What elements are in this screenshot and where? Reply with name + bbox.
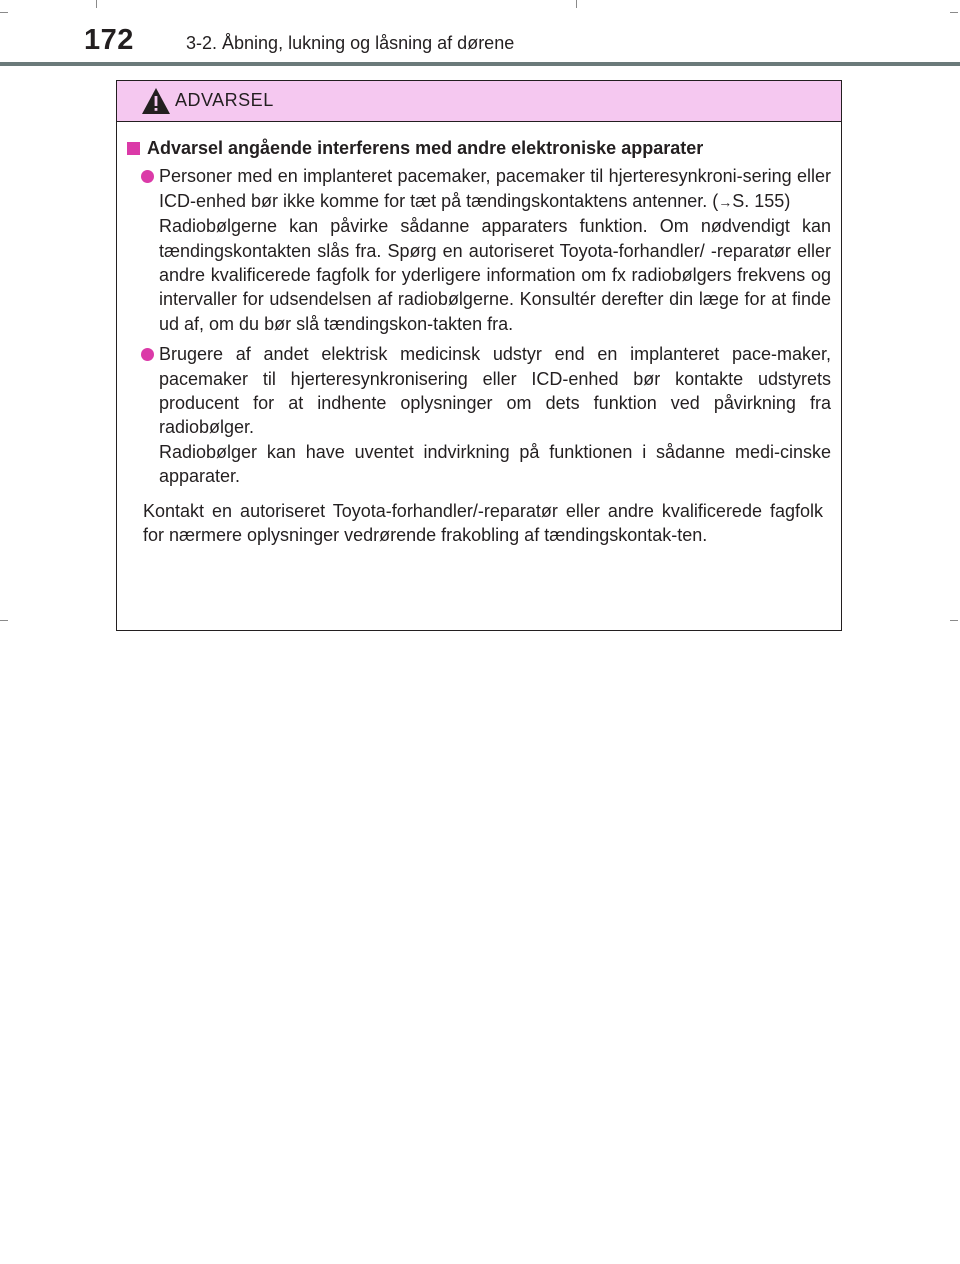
list-item (127, 164, 831, 336)
crop-mark (96, 0, 97, 8)
warning-triangle-icon (141, 87, 171, 115)
warning-body (117, 122, 841, 548)
square-bullet-icon (127, 142, 140, 155)
item-paragraph (159, 164, 831, 214)
item-paragraph: Radiobølgerne kan påvirke sådanne apparaters funktion. Om nødvendigt kan tændingskontakten slås fra. Spørg en autoriseret Toyota-forhandler/ -reparatør eller andre kvalificerede fagfolk for yderligere information om fx radiobølgers frekvens og intervaller for udsendelsen af radiobølgerne. Konsultér derefter din læge for at finde ud af, om du bør slå tændingskon-takten fra. (159, 216, 831, 334)
round-bullet-icon (141, 348, 154, 361)
warning-label: ADVARSEL (175, 90, 274, 110)
crop-mark (0, 620, 8, 621)
page-reference: S. 155) (732, 190, 791, 211)
arrow-icon: → (718, 193, 733, 210)
item-paragraph: Brugere af andet elektrisk medicinsk udstyr end en implanteret pace-maker, pacemaker til hjerteresynkronisering eller ICD-enhed bør kontakte udstyrets producent for at indhente oplysninger om dets funktion ved påvirkning fra radiobølger. (159, 344, 831, 438)
crop-mark (950, 620, 958, 621)
warning-header (117, 81, 841, 122)
warning-note (127, 499, 831, 548)
crop-mark (576, 0, 577, 8)
subheading-text: Advarsel angående interferens med andre elektroniske apparater (147, 138, 704, 158)
page-number: 172 (84, 24, 134, 56)
warning-subheading (127, 136, 831, 160)
list-item (127, 342, 831, 488)
note-text: Kontakt en autoriseret Toyota-forhandler/-reparatør eller andre kvalificerede fagfolk for nærmere oplysninger vedrørende frakobling af tændingskontak-ten. (143, 500, 823, 546)
item-text: Personer med en implanteret pacemaker, pacemaker til hjerteresynkroni-sering eller ICD-enhed bør ikke komme for tæt på tændingskontaktens antenner. ( (159, 166, 831, 211)
crop-mark (0, 12, 8, 13)
section-title: 3-2. Åbning, lukning og låsning af dørene (186, 33, 515, 53)
crop-mark (950, 12, 958, 13)
warning-box (116, 80, 842, 631)
round-bullet-icon (141, 170, 154, 183)
header-rule (0, 62, 960, 66)
item-paragraph: Radiobølger kan have uventet indvirkning på funktionen i sådanne medi-cinske apparater. (159, 441, 831, 487)
